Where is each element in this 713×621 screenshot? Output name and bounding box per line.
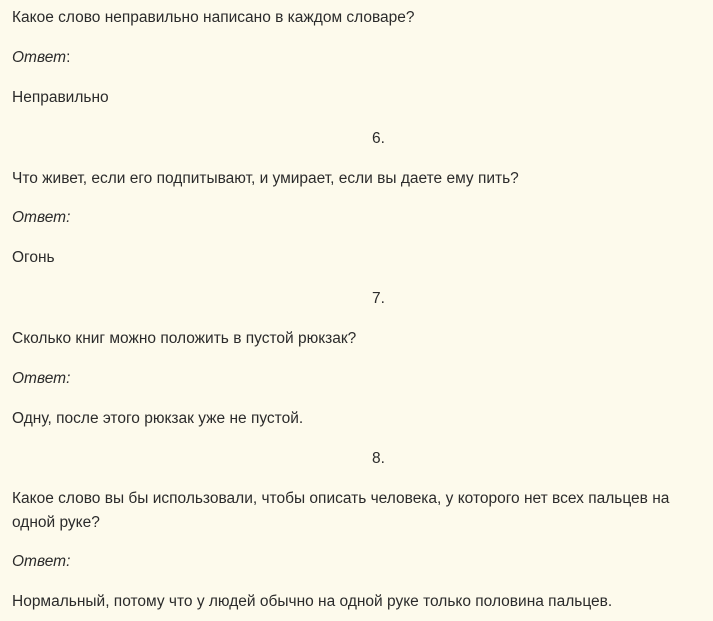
answer-text: Одну, после этого рюкзак уже не пустой. (12, 410, 304, 427)
riddle-number: 7. (372, 290, 385, 307)
riddle-number: 6. (372, 130, 385, 147)
question-text: Что живет, если его подпитывают, и умирает, если вы даете ему пить? (12, 170, 519, 187)
answer-label (12, 46, 705, 70)
riddle-number: 8. (372, 450, 385, 467)
answer-label-colon: : (66, 49, 71, 66)
answer-text: Неправильно (12, 89, 109, 106)
answer-label: Ответ: (12, 370, 71, 387)
answer-label: Ответ: (12, 209, 71, 226)
question-text: Сколько книг можно положить в пустой рюкзак? (12, 330, 357, 347)
answer-text: Нормальный, потому что у людей обычно на одной руке только половина пальцев. (12, 593, 613, 610)
answer-label-text: Ответ (12, 49, 67, 66)
question-text: Какое слово вы бы использовали, чтобы описать человека, у которого нет всех пальцев на одной руке? (12, 490, 670, 531)
answer-label: Ответ: (12, 553, 71, 570)
answer-text: Огонь (12, 249, 55, 266)
question-text: Какое слово неправильно написано в каждом словаре? (12, 9, 415, 26)
